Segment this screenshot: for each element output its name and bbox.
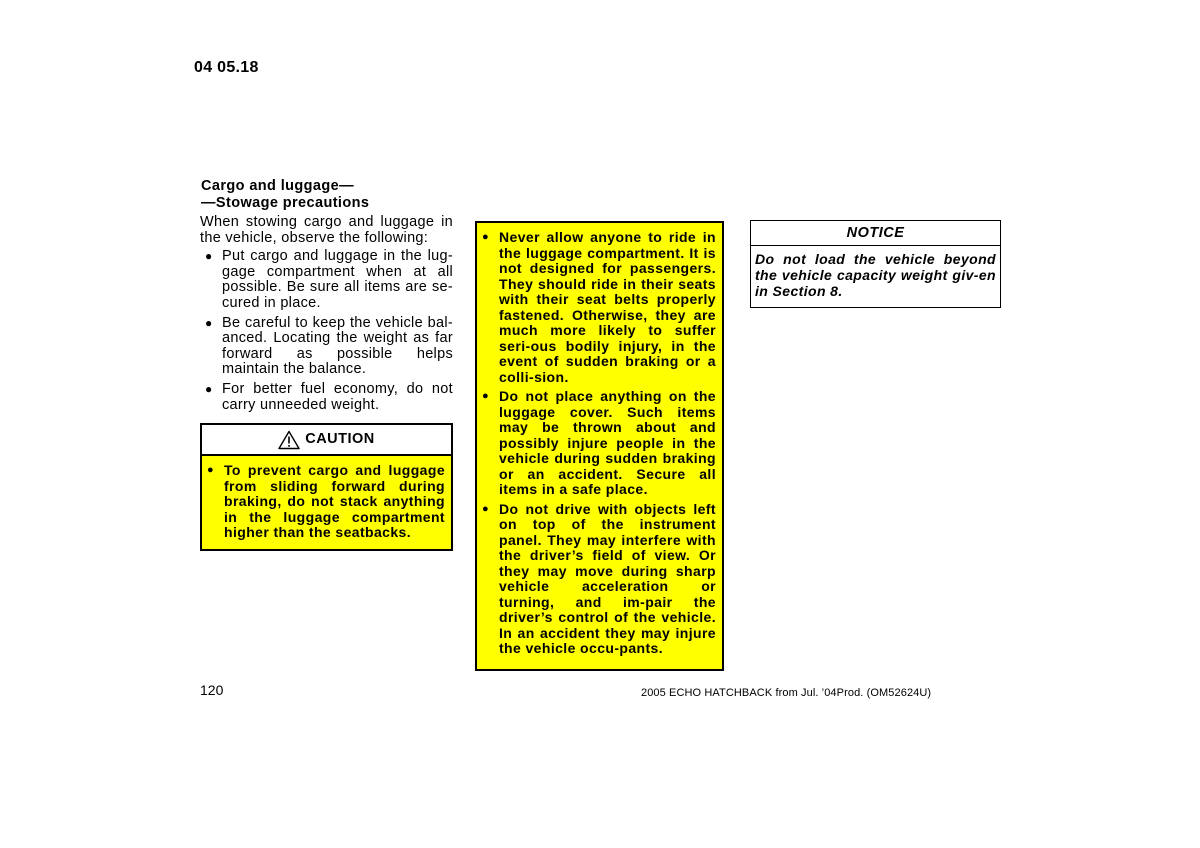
left-column <box>200 178 453 551</box>
bullet-icon: ● <box>482 502 490 515</box>
heading-line-1: Cargo and luggage— <box>201 178 355 194</box>
bullet-icon: ● <box>205 249 213 264</box>
list-item <box>200 382 453 413</box>
caution-body <box>202 456 451 549</box>
list-item-text: For better fuel economy, do not carry unneeded weight. <box>222 380 453 413</box>
list-item-text: Put cargo and luggage in the lug-gage compartment when at all possible. Be sure all items are se-cured in place. <box>222 248 453 311</box>
caution-item <box>481 502 716 657</box>
caution-continued-box <box>475 221 724 671</box>
caution-box <box>200 423 453 551</box>
bullet-icon: ● <box>482 231 490 243</box>
page-number: 120 <box>200 682 224 698</box>
notice-label: NOTICE <box>846 225 905 241</box>
bullet-icon: ● <box>207 464 215 477</box>
caution-list <box>206 463 445 541</box>
caution-item-text: Never allow anyone to ride in the luggage compartment. It is not designed for passengers. They should ride in their seats with their seat belts properly fastened. Otherwise, they are much more likely to suffer seri-ous bodily injury, in the event of sudden braking or a colli-sion. <box>499 229 716 385</box>
heading-line-2: —Stowage precautions <box>201 195 370 211</box>
precaution-list <box>200 249 453 413</box>
notice-body: Do not load the vehicle beyond the vehicle capacity weight giv-en in Section 8. <box>755 251 996 299</box>
list-item <box>200 316 453 378</box>
caution-continued-list <box>481 230 716 657</box>
caution-item <box>481 389 716 498</box>
caution-item-text: Do not place anything on the luggage cover. Such items may be thrown about and possibly injure people in the vehicle during sudden braking or an accident. Secure all items in a safe place. <box>499 388 716 497</box>
caution-item <box>206 463 445 541</box>
footer-doc-info: 2005 ECHO HATCHBACK from Jul. ’04Prod. (OM52624U) <box>641 687 932 699</box>
bullet-icon: ● <box>205 381 213 396</box>
caution-header <box>202 425 451 456</box>
caution-item-text: To prevent cargo and luggage from sliding forward during braking, do not stack anything in the luggage compartment higher than the seatbacks. <box>224 462 445 541</box>
bullet-icon: ● <box>205 315 213 330</box>
date-code: 04 05.18 <box>194 59 259 76</box>
section-heading <box>201 178 453 212</box>
caution-label: CAUTION <box>305 430 375 447</box>
notice-header <box>751 221 1000 246</box>
list-item <box>200 249 453 311</box>
list-item-text: Be careful to keep the vehicle bal-anced. Locating the weight as far forward as possible helps maintain the balance. <box>222 314 453 378</box>
bullet-icon: ● <box>482 390 490 402</box>
intro-paragraph: When stowing cargo and luggage in the vehicle, observe the following: <box>200 214 453 246</box>
notice-box <box>750 220 1001 308</box>
warning-triangle-icon <box>278 430 300 450</box>
caution-item <box>481 230 716 385</box>
caution-item-text: Do not drive with objects left on top of the instrument panel. They may interfere with the driver’s field of view. Or they may move during sharp vehicle acceleration or turning, and im-pair the driver’s control of the vehicle. In an accident they may injure the vehicle occu-pants. <box>499 500 716 656</box>
